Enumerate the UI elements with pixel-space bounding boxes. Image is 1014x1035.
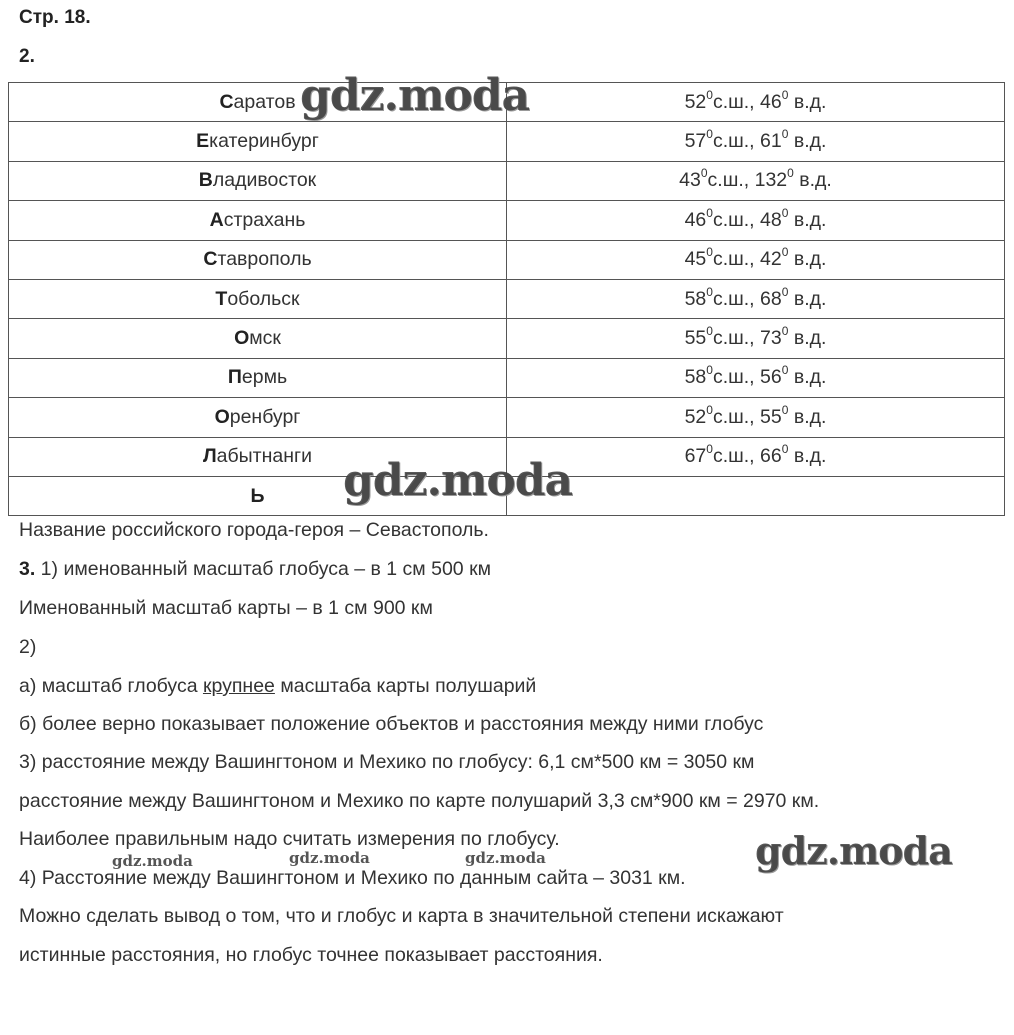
city-name-cell: [9, 437, 507, 476]
latitude-value: 55: [684, 327, 707, 350]
coordinates-cell: [507, 476, 1005, 515]
degree-mark: 0: [706, 324, 713, 339]
degree-mark: 0: [706, 402, 713, 417]
table-row: [9, 476, 1005, 515]
latitude-suffix: с.ш.,: [712, 208, 761, 231]
city-name-rest: обольск: [227, 287, 300, 310]
city-first-letter: А: [209, 208, 224, 231]
degree-mark: 0: [787, 166, 794, 181]
watermark-logo: gdz.moda: [300, 70, 530, 121]
latitude-value: 58: [684, 366, 707, 389]
city-name-rest: страхань: [223, 208, 306, 231]
city-name-cell: [9, 319, 507, 358]
coordinates-cell: [507, 437, 1005, 476]
degree-mark: 0: [706, 205, 713, 220]
latitude-suffix: с.ш.,: [707, 169, 755, 192]
longitude-suffix: в.д.: [793, 169, 832, 192]
latitude-suffix: с.ш.,: [712, 130, 761, 153]
task-3-line-1: [19, 558, 491, 581]
longitude-suffix: в.д.: [788, 248, 827, 271]
city-name-rest: катеринбург: [209, 130, 319, 153]
city-first-letter: Е: [196, 130, 210, 153]
city-name-rest: таврополь: [217, 248, 312, 271]
longitude-value: 66: [760, 445, 782, 468]
coordinates-cell: [507, 319, 1005, 358]
answer-a-end: масштаба карты полушарий: [274, 675, 537, 697]
city-name-cell: [9, 476, 507, 515]
longitude-value: 48: [760, 208, 782, 231]
city-first-letter: С: [219, 90, 234, 113]
task-2-label: 2.: [19, 46, 35, 67]
task-3-line-1-text: 1) именованный масштаб глобуса – в 1 см 500 км: [35, 558, 492, 580]
city-name-rest: ермь: [241, 366, 288, 389]
degree-mark: 0: [781, 324, 789, 339]
city-name-rest: аратов: [233, 90, 296, 113]
table-row: [9, 240, 1005, 279]
longitude-suffix: в.д.: [788, 405, 827, 428]
degree-mark: 0: [706, 363, 713, 378]
longitude-value: 55: [760, 405, 782, 428]
degree-mark: 0: [781, 442, 789, 457]
latitude-value: 45: [684, 248, 707, 271]
city-name-cell: [9, 122, 507, 161]
city-name-cell: [9, 83, 507, 122]
conclusion-line-2: истинные расстояния, но глобус точнее показывает расстояния.: [19, 944, 603, 966]
degree-mark: 0: [706, 245, 713, 260]
cities-coordinates-table: [8, 82, 1005, 516]
coordinates-cell: [507, 398, 1005, 437]
watermark-small: gdz.moda: [289, 849, 370, 867]
site-distance-line: 4) Расстояние между Вашингтоном и Мехико по данным сайта – 3031 км.: [19, 867, 686, 889]
watermark-small: gdz.moda: [112, 852, 193, 870]
answer-b-line: б) более верно показывает положение объектов и расстояния между ними глобус: [19, 713, 764, 735]
coordinates-cell: [507, 201, 1005, 240]
city-first-letter: Л: [202, 445, 217, 468]
latitude-suffix: с.ш.,: [712, 248, 761, 271]
longitude-value: 42: [760, 248, 782, 271]
degree-mark: 0: [781, 87, 789, 102]
city-name-rest: ладивосток: [212, 169, 317, 192]
map-distance-line: расстояние между Вашингтоном и Мехико по карте полушарий 3,3 см*900 км = 2970 км.: [19, 790, 820, 812]
city-first-letter: О: [214, 405, 230, 428]
coordinates-cell: [507, 122, 1005, 161]
degree-mark: 0: [781, 127, 789, 142]
coordinates-cell: [507, 279, 1005, 318]
latitude-value: 57: [684, 130, 707, 153]
page-title: Стр. 18.: [19, 7, 91, 28]
degree-mark: 0: [706, 127, 713, 142]
city-first-letter: П: [227, 366, 242, 389]
longitude-value: 73: [760, 327, 782, 350]
longitude-value: 56: [760, 366, 782, 389]
hero-city-line: Название российского города-героя – Севастополь.: [19, 519, 489, 541]
latitude-value: 43: [679, 169, 701, 192]
table-row: [9, 398, 1005, 437]
table-row: [9, 279, 1005, 318]
longitude-suffix: в.д.: [788, 130, 827, 153]
table-row: [9, 161, 1005, 200]
latitude-suffix: с.ш.,: [712, 287, 761, 310]
city-name-cell: [9, 398, 507, 437]
city-first-letter: Т: [215, 287, 228, 310]
task-3-label: 3.: [19, 558, 36, 580]
latitude-value: 58: [684, 287, 707, 310]
subtask-2-label: 2): [19, 636, 37, 658]
degree-mark: 0: [781, 402, 789, 417]
city-name-rest: мск: [249, 327, 281, 350]
longitude-value: 46: [760, 90, 782, 113]
latitude-suffix: с.ш.,: [712, 90, 761, 113]
table-row: [9, 319, 1005, 358]
table-row: [9, 83, 1005, 122]
latitude-suffix: с.ш.,: [712, 366, 761, 389]
degree-mark: 0: [700, 166, 708, 181]
degree-mark: 0: [781, 363, 789, 378]
longitude-suffix: в.д.: [788, 208, 827, 231]
city-name-rest: абытнанги: [216, 445, 313, 468]
degree-mark: 0: [781, 205, 789, 220]
latitude-suffix: с.ш.,: [712, 445, 761, 468]
city-first-letter: О: [234, 327, 250, 350]
table-row: [9, 122, 1005, 161]
watermark-small: gdz.moda: [465, 849, 546, 867]
longitude-value: 132: [754, 169, 788, 192]
longitude-suffix: в.д.: [788, 287, 827, 310]
coordinates-cell: [507, 83, 1005, 122]
city-name-cell: [9, 240, 507, 279]
longitude-suffix: в.д.: [788, 90, 827, 113]
last-row-letter: Ь: [250, 484, 265, 507]
table-row: [9, 358, 1005, 397]
latitude-value: 52: [684, 405, 707, 428]
answer-a-line: [19, 675, 536, 698]
degree-mark: 0: [706, 87, 713, 102]
globe-distance-line: 3) расстояние между Вашингтоном и Мехико по глобусу: 6,1 см*500 км = 3050 км: [19, 751, 755, 773]
city-name-cell: [9, 161, 507, 200]
answer-a-start: а) масштаб глобуса: [19, 675, 203, 697]
latitude-value: 67: [684, 445, 707, 468]
longitude-suffix: в.д.: [788, 445, 827, 468]
latitude-suffix: с.ш.,: [712, 327, 761, 350]
coordinates-cell: [507, 240, 1005, 279]
longitude-value: 61: [760, 130, 782, 153]
coordinates-cell: [507, 161, 1005, 200]
longitude-suffix: в.д.: [788, 366, 827, 389]
conclusion-line-1: Можно сделать вывод о том, что и глобус и карта в значительной степени искажают: [19, 905, 784, 927]
most-accurate-line: Наиболее правильным надо считать измерения по глобусу.: [19, 828, 560, 850]
degree-mark: 0: [706, 284, 713, 299]
city-name-rest: ренбург: [229, 405, 301, 428]
coordinates-cell: [507, 358, 1005, 397]
city-first-letter: В: [198, 169, 213, 192]
table-row: [9, 201, 1005, 240]
watermark-logo: gdz.moda: [343, 455, 573, 506]
latitude-value: 46: [684, 208, 707, 231]
latitude-value: 52: [684, 90, 707, 113]
city-name-cell: [9, 279, 507, 318]
city-first-letter: С: [203, 248, 218, 271]
map-scale-line: Именованный масштаб карты – в 1 см 900 км: [19, 597, 433, 619]
longitude-value: 68: [760, 287, 782, 310]
table-row: [9, 437, 1005, 476]
longitude-suffix: в.д.: [788, 327, 827, 350]
city-name-cell: [9, 358, 507, 397]
watermark-logo: gdz.moda: [755, 828, 952, 873]
degree-mark: 0: [781, 284, 789, 299]
latitude-suffix: с.ш.,: [712, 405, 761, 428]
answer-a-underlined: крупнее: [202, 675, 275, 697]
degree-mark: 0: [781, 245, 789, 260]
city-name-cell: [9, 201, 507, 240]
degree-mark: 0: [706, 442, 713, 457]
